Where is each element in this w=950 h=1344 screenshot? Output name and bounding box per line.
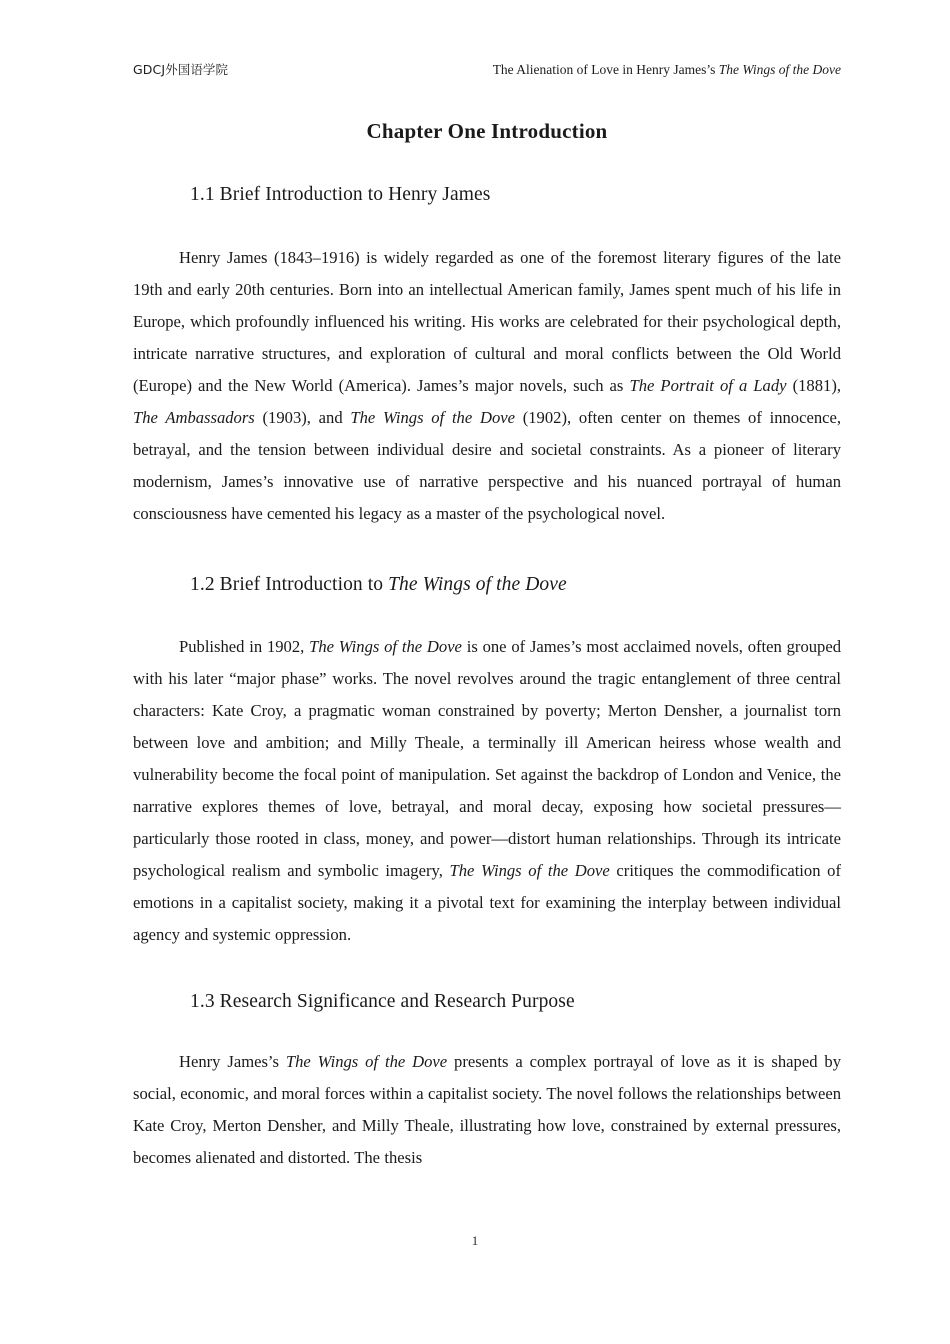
section-heading-1-2 <box>133 572 841 597</box>
section-heading-1-1-text: 1.1 Brief Introduction to Henry James <box>190 184 491 206</box>
spacer-title-to-section-1 <box>133 144 841 182</box>
header-institution: GDCJ外国语学院 <box>133 62 229 77</box>
section-heading-1-2-text: 1.2 Brief Introduction to <box>190 573 389 595</box>
page-number: 1 <box>471 1233 479 1248</box>
page-content <box>133 118 841 1174</box>
spacer-section-1-heading-to-body <box>133 208 841 242</box>
section-heading-1-3-text: 1.3 Research Significance and Research Purpose <box>190 990 575 1012</box>
header-thesis-title-book: The Wings of the Dove <box>718 62 841 77</box>
spacer-section-2-heading-to-body <box>133 597 841 631</box>
section-1-3-paragraph: Henry James’s The Wings of the Dove presents a complex portrayal of love as it is shaped by social, economic, and moral forces within a capitalist society. The novel follows the relationships between Kate Croy, Merton Densher, and Milly Theale, illustrating how love, constrained by external pressures, becomes alienated and distorted. The thesis <box>133 1052 841 1168</box>
spacer-section-2-to-section-3 <box>133 951 841 989</box>
spacer-section-3-heading-to-body <box>133 1014 841 1046</box>
running-header <box>133 62 841 78</box>
section-1-1-paragraph: Henry James (1843–1916) is widely regarded as one of the foremost literary figures of the late 19th and early 20th centuries. Born into an intellectual American family, James spent much of his life in Europe, which profoundly influenced his writing. His works are celebrated for their psychological depth, intricate narrative structures, and exploration of cultural and moral conflicts between the Old World (Europe) and the New World (America). James’s major novels, such as The Portrait of a Lady (1881), The Ambassadors (1903), and The Wings of the Dove (1902), often center on themes of innocence, betrayal, and the tension between individual desire and societal constraints. As a pioneer of literary modernism, James’s innovative use of narrative perspective and his nuanced portrayal of human consciousness have cemented his legacy as a master of the psychological novel. <box>133 247 842 523</box>
section-1-2-paragraph: Published in 1902, The Wings of the Dove is one of James’s most acclaimed novels, often grouped with his later “major phase” works. The novel revolves around the tragic entanglement of three central characters: Kate Croy, a pragmatic woman constrained by poverty; Merton Densher, a journalist torn between love and ambition; and Milly Theale, a terminally ill American heiress whose wealth and vulnerability become the focal point of manipulation. Set against the backdrop of London and Venice, the narrative explores themes of love, betrayal, and moral decay, exposing how societal pressures—particularly those rooted in class, money, and power—distort human relationships. Through its intricate psychological realism and symbolic imagery, The Wings of the Dove critiques the commodification of emotions in a capitalist society, making it a pivotal text for examining the interplay between individual agency and systemic oppression. <box>133 636 841 944</box>
section-heading-1-2-book: The Wings of the Dove <box>388 573 567 595</box>
section-heading-1-3 <box>133 989 841 1014</box>
header-thesis-title-prefix: The Alienation of Love in Henry James’s <box>492 62 719 77</box>
header-thesis-title <box>493 62 841 78</box>
section-heading-1-1 <box>133 182 841 207</box>
chapter-title: Chapter One Introduction <box>366 119 608 143</box>
spacer-section-1-to-section-2 <box>133 530 841 572</box>
